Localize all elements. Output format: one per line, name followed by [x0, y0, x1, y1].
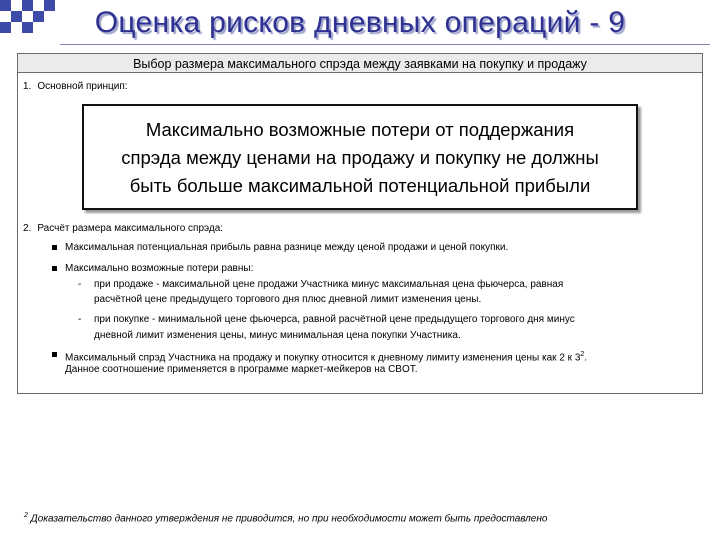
footnote	[24, 512, 547, 524]
bullet-icon	[52, 245, 57, 250]
principle-line: быть больше максимальной потенциальной прибыли	[129, 175, 591, 196]
page-title: Оценка рисков дневных операций - 9	[94, 6, 626, 39]
principle-line: Максимально возможные потери от поддержания	[145, 119, 575, 140]
dash-icon: -	[78, 314, 82, 325]
sub-item-sell-line1: при продаже - максимальной цене продажи Участника минус максимальная цена фьючерса, равная	[94, 279, 564, 290]
bullet-item-losses: Максимально возможные потери равны:	[65, 263, 254, 274]
bullet-item-spread-line2: Данное соотношение применяется в программе маркет-мейкеров на CBOT.	[65, 364, 418, 375]
title-divider	[60, 44, 710, 45]
sub-item-buy-line2: дневной лимит изменения цены, минус минимальная цена покупки Участника.	[94, 330, 461, 341]
sub-item-buy-line1: при покупке - минимальной цене фьючерса, равной расчётной цене предыдущего торгового дня минус	[94, 314, 575, 325]
principle-line: спрэда между ценами на продажу и покупку не должны	[121, 147, 599, 168]
section-1-label: Основной принцип:	[37, 81, 128, 92]
section-1-number: 1.	[23, 81, 32, 92]
frame-header: Выбор размера максимального спрэда между заявками на покупку и продажу	[17, 53, 703, 73]
dash-icon: -	[78, 279, 82, 290]
spread-end: .	[584, 352, 588, 364]
bullet-icon	[52, 352, 57, 357]
sub-item-sell-line2: расчётной цене предыдущего торгового дня плюс дневной лимит изменения цены.	[94, 294, 482, 305]
footnote-mark: 2	[24, 512, 28, 519]
section-2-heading	[23, 223, 223, 234]
principle-box	[82, 104, 638, 210]
section-2-number: 2.	[23, 223, 32, 234]
bullet-icon	[52, 266, 57, 271]
footnote-text: Доказательство данного утверждения не приводится, но при необходимости может быть предоставлено	[27, 513, 548, 525]
footnote-ref: 2	[580, 351, 585, 358]
section-1-heading	[23, 81, 128, 92]
bullet-item-profit: Максимальная потенциальная прибыль равна разнице между ценой продажи и ценой покупки.	[65, 242, 509, 253]
section-2-label: Расчёт размера максимального спрэда:	[37, 223, 224, 234]
spread-text: Максимальный спрэд Участника на продажу и покупку относится к дневному лимиту изменения цены как 2 к 3	[65, 352, 581, 364]
